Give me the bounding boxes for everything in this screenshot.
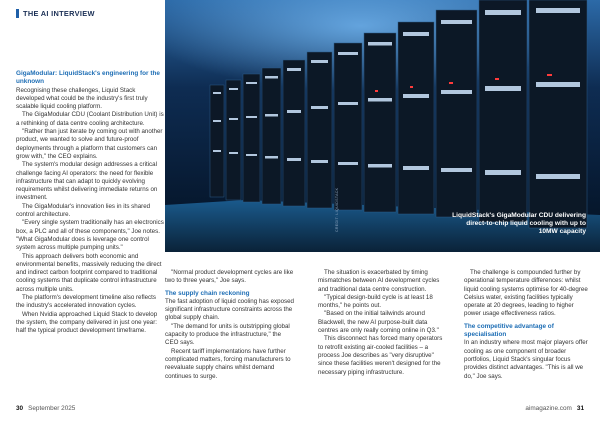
issue-date: September 2025: [28, 405, 76, 412]
paragraph: "Rather than just iterate by coming out with another product, we wanted to solve and future-proof deployments through a platform that customers can grow with," the CEO explains.: [16, 128, 163, 160]
paragraph: When Nvidia approached Liquid Stack to develop the system, the company delivered in just one year: half the typical product development timeframe.: [16, 310, 158, 335]
article-column-1: [16, 70, 164, 336]
page-number-right: 31: [576, 405, 584, 412]
article-column-2: [165, 269, 295, 381]
article-column-3: [318, 269, 448, 377]
subheading: The competitive advantage of specialisation: [464, 322, 554, 339]
article-column-4: [464, 269, 588, 381]
paragraph: In an industry where most major players offer cooling as one component of broader portfolios, Liquid Stack's singular focus provides distinct advantages. "This is all we do," Joe says.: [464, 339, 588, 380]
photo-credit: CREDIT: LIQUIDSTACK: [335, 187, 339, 232]
paragraph: The fast adoption of liquid cooling has exposed significant infrastructure constraints across the global supply chain.: [165, 297, 294, 322]
section-title: THE AI INTERVIEW: [23, 9, 95, 18]
paragraph: Recent tariff implementations have further complicated matters, forcing manufacturers to reevaluate supply chains whilst demand continues to surge.: [165, 347, 291, 380]
paragraph: This disconnect has forced many operators to retrofit existing air-cooled facilities – a process Joe describes as "very disruptive" since these facilities weren't designed for the necessary piping infrastructure.: [318, 335, 443, 376]
paragraph: The platform's development timeline also reflects the industry's accelerated innovation cycles.: [16, 294, 156, 310]
paragraph: The situation is exacerbated by timing mismatches between AI development cycles and traditional data centre construction.: [318, 269, 440, 293]
section-marker: [16, 9, 19, 18]
paragraph: "The demand for units is outstripping global capacity to produce the infrastructure," the CEO says.: [165, 322, 290, 347]
footer-right: [525, 405, 584, 412]
paragraph: The GigaModular's innovation lies in its shared control architecture.: [16, 202, 151, 219]
section-header: [16, 9, 95, 18]
subheading: The supply chain reckoning: [165, 289, 250, 297]
paragraph: The challenge is compounded further by operational temperature differences: whilst liquid cooling systems optimise for 40-degree Celsius water, existing facilities typically operate at 20 degrees, leading to higher power usage effectiveness ratios.: [464, 269, 588, 318]
paragraph: "Based on the initial tailwinds around Blackwell, the new AI purpose-built data centres are only really coming online in Q3.": [318, 310, 439, 335]
footer-left: [16, 405, 75, 412]
paragraph: The system's modular design addresses a critical challenge facing AI operators: the need for flexible infrastructure that can adapt to quickly evolving requirements whilst delivering immediate returns on investment.: [16, 161, 158, 202]
paragraph: The GigaModular CDU (Coolant Distribution Unit) is a rethinking of data centre cooling architecture.: [16, 111, 164, 127]
server-rack-photo: [165, 0, 600, 252]
paragraph: This approach delivers both economic and environmental benefits, massively reducing the direct and indirect carbon footprint compared to traditional cooling systems that duplicate control infrastructure across multiple units.: [16, 252, 162, 293]
paragraph: "Every single system traditionally has an electronics box, a PLC and all of these components," Joe notes. "What GigaModular does is leverage one control system across multiple pumping units.": [16, 219, 164, 252]
photo-caption: LiquidStack's GigaModular CDU delivering direct-to-chip liquid cooling with up to 10MW capacity: [452, 212, 586, 236]
paragraph: "Normal product development cycles are like two to three years," Joe says.: [165, 269, 294, 285]
site-url: aimagazine.com: [525, 405, 572, 412]
paragraph: Recognising these challenges, Liquid Stack developed what could be the industry's first truly scalable liquid cooling platform.: [16, 86, 148, 111]
paragraph: "Typical design-build cycle is at least 18 months," he points out.: [318, 293, 433, 310]
subheading: GigaModular: LiquidStack's engineering for the unknown: [16, 70, 160, 86]
page-number-left: 30: [16, 405, 24, 412]
